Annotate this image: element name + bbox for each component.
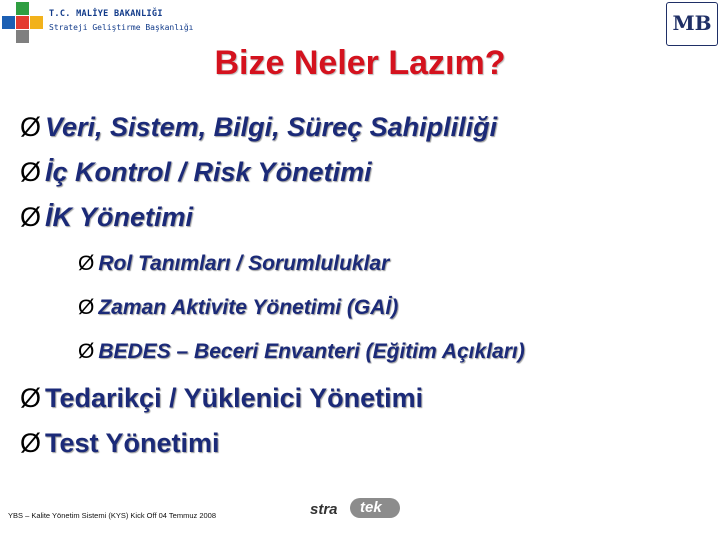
bullet-text: Rol Tanımları / Sorumluluklar [98, 252, 390, 275]
arrow-bullet-icon: Ø [78, 340, 95, 363]
logo-stra-text: stra [310, 501, 338, 518]
arrow-bullet-icon: Ø [78, 296, 95, 319]
arrow-bullet-icon: Ø [20, 157, 42, 187]
cube-gray [16, 30, 29, 43]
sub-bullet-item [78, 252, 389, 276]
org-name: T.C. MALİYE BAKANLIĞI [49, 9, 163, 19]
org-unit: Strateji Geliştirme Başkanlığı [49, 23, 194, 32]
slide-title: Bize Neler Lazım? [214, 44, 506, 82]
bullet-item [20, 383, 423, 414]
bullet-text: BEDES – Beceri Envanteri (Eğitim Açıkları) [98, 340, 525, 363]
emblem-text: MB [672, 11, 712, 35]
cube-green [16, 2, 29, 15]
sub-bullet-item [78, 340, 525, 364]
bullet-text: Veri, Sistem, Bilgi, Süreç Sahipliliği [45, 112, 498, 142]
arrow-bullet-icon: Ø [20, 202, 42, 232]
bullet-text: İç Kontrol / Risk Yönetimi [45, 157, 372, 187]
cube-yellow [30, 16, 43, 29]
cubes-icon [2, 2, 44, 44]
stratek-logo [310, 497, 410, 523]
bullet-text: İK Yönetimi [45, 202, 194, 232]
bullet-text: Test Yönetimi [45, 428, 220, 458]
sub-bullet-item [78, 296, 398, 320]
bullet-item [20, 202, 193, 233]
arrow-bullet-icon: Ø [78, 252, 95, 275]
ministry-logo [2, 2, 202, 48]
bullet-item [20, 157, 372, 188]
cube-red [16, 16, 29, 29]
arrow-bullet-icon: Ø [20, 383, 42, 413]
logo-tek-text: tek [360, 499, 382, 516]
bullet-item [20, 428, 220, 459]
emblem-logo [666, 2, 718, 46]
bullet-text: Zaman Aktivite Yönetimi (GAİ) [98, 296, 399, 319]
arrow-bullet-icon: Ø [20, 428, 42, 458]
bullet-text: Tedarikçi / Yüklenici Yönetimi [45, 383, 424, 413]
cube-blue [2, 16, 15, 29]
arrow-bullet-icon: Ø [20, 112, 42, 142]
footer-text: YBS – Kalite Yönetim Sistemi (KYS) Kick Off 04 Temmuz 2008 [8, 511, 217, 520]
bullet-item [20, 112, 497, 143]
